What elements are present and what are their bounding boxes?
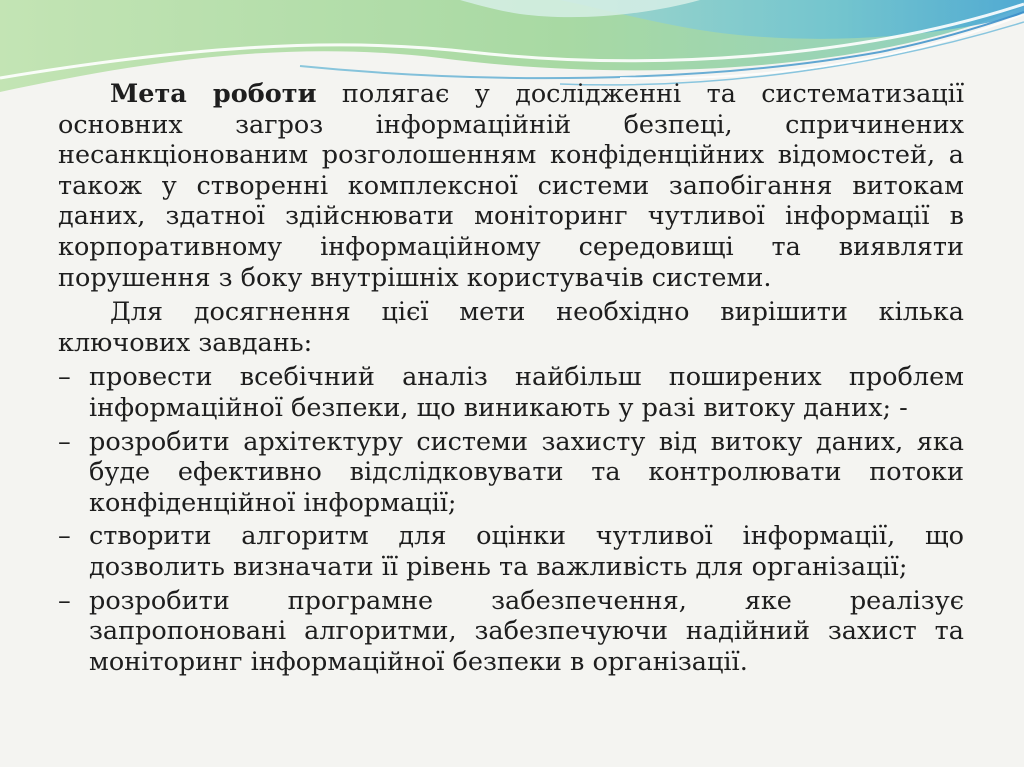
- slide-body: [58, 79, 964, 680]
- bullet-dash: –: [58, 521, 71, 552]
- bullet-dash: –: [58, 426, 71, 457]
- task-item: [58, 362, 964, 423]
- task-text: розробити програмне забезпечення, яке реалізує запропоновані алгоритми, забезпечуючи надійний захист та моніторинг інформаційної безпеки в організації.: [89, 585, 964, 677]
- task-item: [58, 427, 964, 519]
- task-list: [58, 362, 964, 677]
- goal-paragraph: [58, 79, 964, 293]
- bullet-dash: –: [58, 585, 71, 616]
- tasks-intro: Для досягнення цієї мети необхідно вирішити кілька ключових завдань:: [58, 297, 964, 358]
- task-text: провести всебічний аналіз найбільш поширених проблем інформаційної безпеки, що виникають у разі витоку даних; -: [89, 362, 964, 423]
- task-item: [58, 586, 964, 678]
- task-text: розробити архітектуру системи захисту від витоку даних, яка буде ефективно відслідковувати та контролювати потоки конфіденційної інформації;: [89, 426, 964, 518]
- task-text: створити алгоритм для оцінки чутливої інформації, що дозволить визначати її рівень та важливість для організації;: [89, 521, 964, 582]
- task-item: [58, 521, 964, 582]
- goal-text: полягає у дослідженні та систематизації основних загроз інформаційній безпеці, спричинених несанкціонованим розголошенням конфіденційних відомостей, а також у створенні комплексної системи запобігання витокам даних, здатної здійснювати моніторинг чутливої інформації в корпоративному інформаційному середовищі та виявляти порушення з боку внутрішніх користувачів системи.: [58, 79, 964, 293]
- bullet-dash: –: [58, 362, 71, 393]
- goal-heading: Мета роботи: [110, 79, 317, 109]
